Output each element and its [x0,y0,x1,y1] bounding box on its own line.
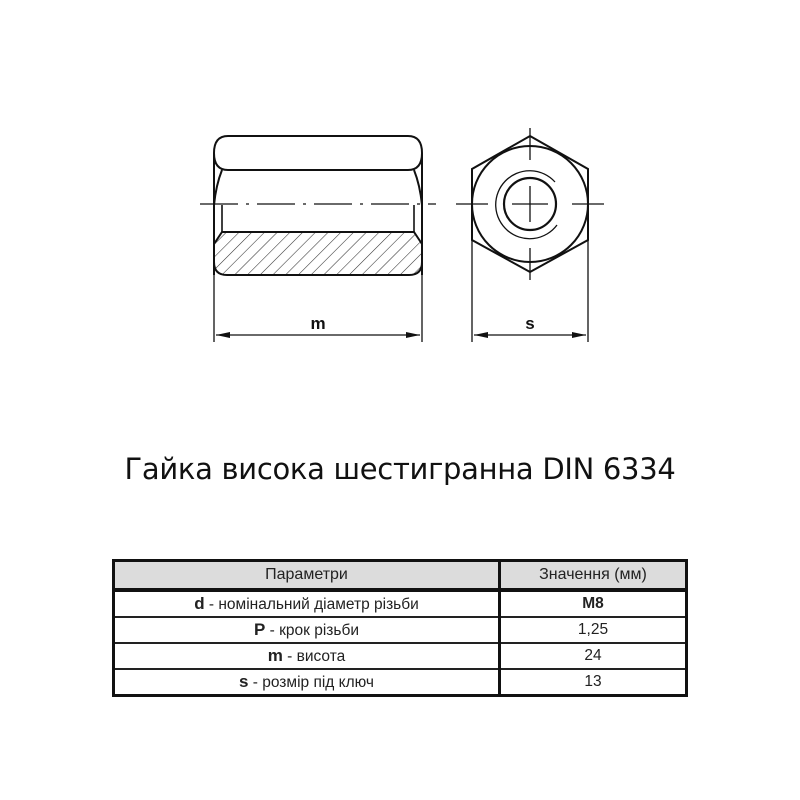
table-row [114,643,687,669]
side-view [200,136,436,342]
param-symbol: P [253,620,266,639]
product-title: Гайка висока шестигранна DIN 6334 [124,452,676,486]
param-symbol: d [194,594,205,613]
table-row [114,669,687,696]
param-cell [114,590,500,617]
param-symbol: s [239,672,249,691]
end-view [456,128,604,342]
header-parameters: Параметри [114,561,500,591]
param-cell [114,669,500,696]
header-values: Значення (мм) [500,561,687,591]
parameters-table [112,559,688,697]
param-description: - крок різьби [265,622,359,639]
value-cell: 1,25 [500,617,687,643]
table-row [114,590,687,617]
dimension-label-s: s [525,314,535,333]
table-header-row [114,561,687,591]
param-cell [114,617,500,643]
param-cell [114,643,500,669]
value-cell: 13 [500,669,687,696]
table-row [114,617,687,643]
param-symbol: m [267,646,283,665]
value-cell: M8 [500,590,687,617]
param-description: - номінальний діаметр різьби [204,596,419,613]
param-description: - розмір під ключ [248,674,374,691]
param-description: - висота [282,648,346,665]
value-cell: 24 [500,643,687,669]
dimension-label-m: m [310,314,326,333]
